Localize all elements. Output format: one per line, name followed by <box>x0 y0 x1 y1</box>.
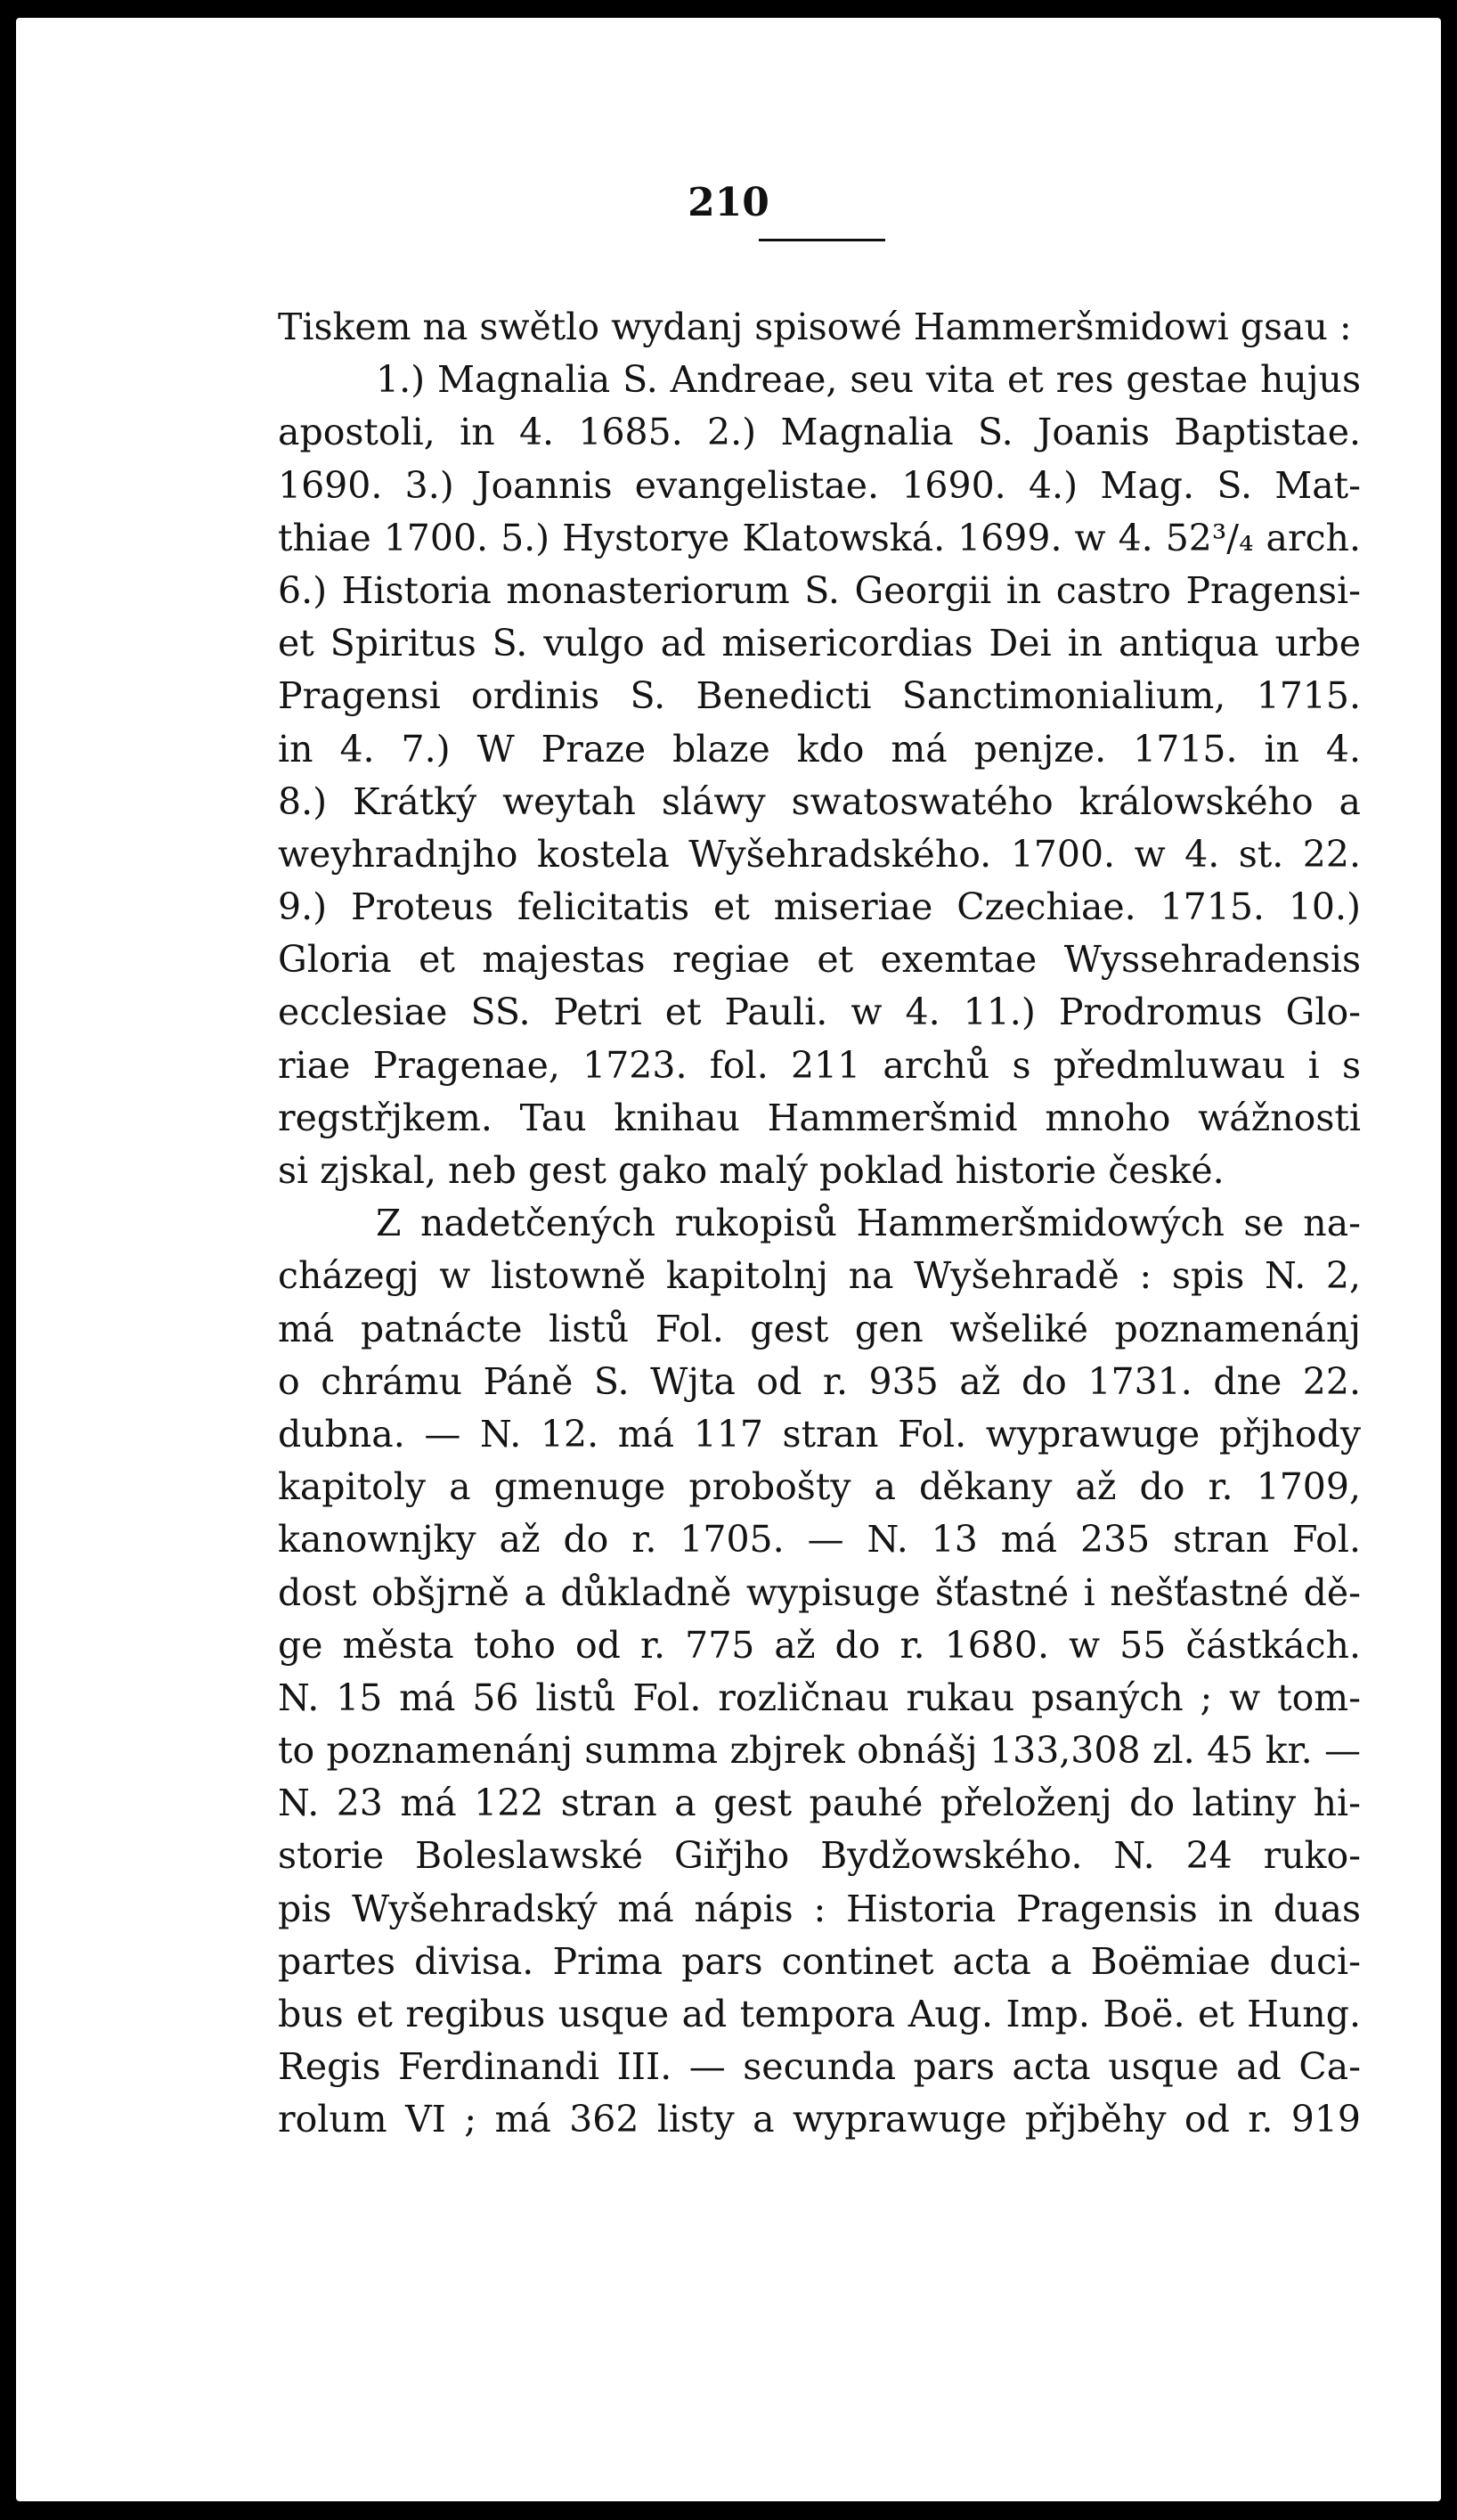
text-line: rolum VI ; má 362 listy a wyprawuge přjběhy od r. 919 <box>278 2098 1361 2141</box>
text-line: kapitoly a gmenuge probošty a děkany až do r. 1709, <box>278 1465 1361 1509</box>
text-line: apostoli, in 4. 1685. 2.) Magnalia S. Joanis Baptistae. <box>278 411 1361 454</box>
text-line: partes divisa. Prima pars continet acta a Boëmiae duci- <box>278 1939 1361 1983</box>
text-line: o chrámu Páně S. Wjta od r. 935 až do 1731. dne 22. <box>278 1359 1361 1403</box>
text-line: ge města toho od r. 775 až do r. 1680. w 55 částkách. <box>278 1623 1361 1667</box>
text-line: dost obšjrně a důkladně wypisuge šťastné i nešťastné dě- <box>278 1570 1361 1614</box>
text-line: et Spiritus S. vulgo ad misericordias Dei in antiqua urbe <box>278 622 1361 665</box>
text-line: má patnácte listů Fol. gest gen wšeliké poznamenánj <box>278 1307 1361 1350</box>
text-line: pis Wyšehradský má nápis : Historia Pragensis in duas <box>278 1887 1361 1930</box>
page-number-rule <box>759 239 885 241</box>
book-page <box>16 18 1441 2501</box>
text-line: riae Pragenae, 1723. fol. 211 archů s předmluwau i s <box>278 1043 1361 1087</box>
text-line: 6.) Historia monasteriorum S. Georgii in castro Pragensi- <box>278 568 1361 612</box>
text-line: Regis Ferdinandi III. — secunda pars acta usque ad Ca- <box>278 2045 1361 2089</box>
text-line: N. 23 má 122 stran a gest pauhé přeloženj do latiny hi- <box>278 1782 1361 1825</box>
body-text <box>278 301 1361 2147</box>
text-line: Pragensi ordinis S. Benedicti Sanctimonialium, 1715. <box>278 674 1361 718</box>
text-line: 8.) Krátký weytah sláwy swatoswatého králowského a <box>278 779 1361 823</box>
text-line: si zjskal, neb gest gako malý poklad historie české. <box>278 1149 1225 1192</box>
text-line: 1690. 3.) Joannis evangelistae. 1690. 4.) Mag. S. Mat- <box>278 463 1361 507</box>
text-line: weyhradnjho kostela Wyšehradského. 1700. w 4. st. 22. <box>278 832 1361 876</box>
text-line: 9.) Proteus felicitatis et miseriae Czechiae. 1715. 10.) <box>278 885 1361 929</box>
text-line: dubna. — N. 12. má 117 stran Fol. wyprawuge přjhody <box>278 1412 1361 1456</box>
text-line: to poznamenánj summa zbjrek obnášj 133,308 zl. 45 kr. — <box>278 1729 1361 1773</box>
text-line: Gloria et majestas regiae et exemtae Wyssehradensis <box>278 938 1361 982</box>
text-line: 1.) Magnalia S. Andreae, seu vita et res gestae hujus <box>376 358 1361 402</box>
text-line: ecclesiae SS. Petri et Pauli. w 4. 11.) Prodromus Glo- <box>278 991 1361 1034</box>
text-line: Z nadetčených rukopisů Hammeršmidowých se na- <box>376 1202 1361 1245</box>
page-number: 210 <box>688 180 769 225</box>
text-line: storie Boleslawské Giřjho Bydžowského. N. 24 ruko- <box>278 1834 1361 1878</box>
text-line: kanownjky až do r. 1705. — N. 13 má 235 stran Fol. <box>278 1518 1361 1562</box>
text-line: cházegj w listowně kapitolnj na Wyšehradě : spis N. 2, <box>278 1254 1361 1298</box>
text-line: regstřjkem. Tau knihau Hammeršmid mnoho wážnosti <box>278 1096 1361 1139</box>
text-line: bus et regibus usque ad tempora Aug. Imp. Boë. et Hung. <box>278 1993 1361 2035</box>
text-line: thiae 1700. 5.) Hystorye Klatowská. 1699. w 4. 52³/₄ arch. <box>278 516 1361 559</box>
text-line: Tiskem na swětlo wydanj spisowé Hammeršmidowi gsau : <box>278 306 1352 348</box>
text-line: in 4. 7.) W Praze blaze kdo má penjze. 1715. in 4. <box>278 727 1361 771</box>
text-line: N. 15 má 56 listů Fol. rozličnau rukau psaných ; w tom- <box>278 1676 1361 1719</box>
